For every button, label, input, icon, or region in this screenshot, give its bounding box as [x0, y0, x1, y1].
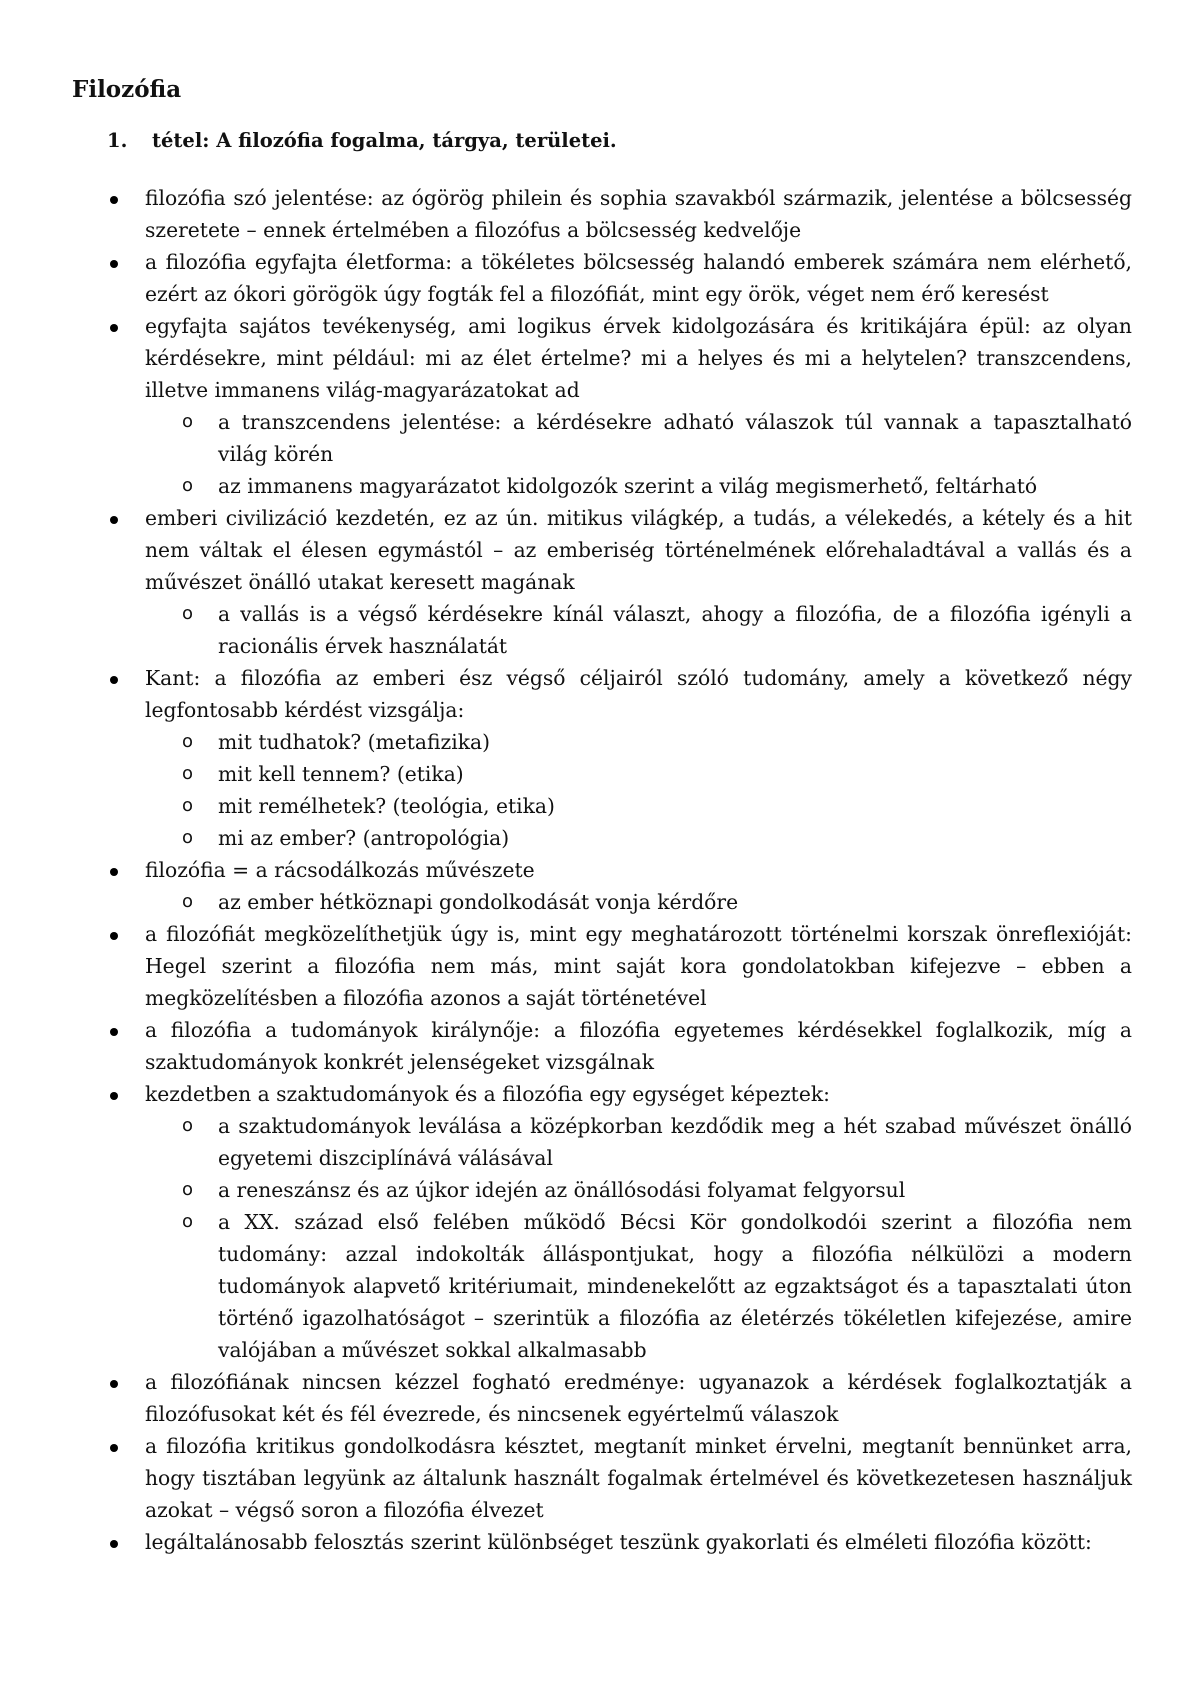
sub-list-item-text: mit remélhetek? (teológia, etika)	[218, 794, 555, 818]
sub-list	[145, 1110, 1132, 1366]
sub-list-item	[145, 886, 1132, 918]
bullet-circle-icon: o	[182, 891, 194, 912]
bullet-dot-icon	[110, 260, 118, 268]
sub-list-item-text: az ember hétköznapi gondolkodását vonja kérdőre	[218, 890, 739, 914]
list-item-text: filozófia szó jelentése: az ógörög philein és sophia szavakból származik, jelentése a bölcsesség szeretete – ennek értelmében a filozófus a bölcsesség kedvelője	[145, 186, 1132, 242]
list-item	[72, 1366, 1132, 1430]
list-item	[72, 1430, 1132, 1526]
list-item-text: a filozófia kritikus gondolkodásra késztet, megtanít minket érvelni, megtanít bennünket arra, hogy tisztában legyünk az általunk használt fogalmak értelmével és következetesen használjuk azokat – végső soron a filozófia élvezet	[145, 1434, 1132, 1522]
list-item-text: filozófia = a rácsodálkozás művészete	[145, 858, 535, 882]
bullet-dot-icon	[110, 932, 118, 940]
bullet-circle-icon: o	[182, 1211, 194, 1232]
bullet-circle-icon: o	[182, 1179, 194, 1200]
list-item	[72, 662, 1132, 854]
sub-list	[145, 886, 1132, 918]
sub-list-item	[145, 726, 1132, 758]
sub-list-item-text: a szaktudományok leválása a középkorban kezdődik meg a hét szabad művészet önálló egyetemi diszciplínává válásával	[218, 1114, 1132, 1170]
bullet-circle-icon: o	[182, 411, 194, 432]
sub-list-item	[145, 822, 1132, 854]
sub-list-item-text: mit tudhatok? (metafizika)	[218, 730, 491, 754]
sub-list-item-text: mit kell tennem? (etika)	[218, 762, 464, 786]
sub-list	[145, 406, 1132, 502]
bullet-dot-icon	[110, 196, 118, 204]
sub-list-item	[145, 1206, 1132, 1366]
bullet-circle-icon: o	[182, 603, 194, 624]
sub-list	[145, 598, 1132, 662]
sub-list-item-text: a XX. század első felében működő Bécsi Kör gondolkodói szerint a filozófia nem tudomány: azzal indokolták álláspontjukat, hogy a filozófia nélkülözi a modern tudományok alapvető kritériumait, mindenekelőtt az egzaktságot és a tapasztalati úton történő igazolhatóságot – szerintük a filozófia az életérzés tökéletlen kifejezése, amire valójában a művészet sokkal alkalmasabb	[218, 1210, 1132, 1362]
bullet-circle-icon: o	[182, 827, 194, 848]
bullet-dot-icon	[110, 1028, 118, 1036]
bullet-circle-icon: o	[182, 1115, 194, 1136]
bullet-dot-icon	[110, 516, 118, 524]
list-item	[72, 502, 1132, 662]
sub-list-item	[145, 598, 1132, 662]
bullet-circle-icon: o	[182, 731, 194, 752]
sub-list-item	[145, 1110, 1132, 1174]
list-item	[72, 182, 1132, 246]
list-item-text: kezdetben a szaktudományok és a filozófia egy egységet képeztek:	[145, 1082, 830, 1106]
list-item-text: Kant: a filozófia az emberi ész végső céljairól szóló tudomány, amely a következő négy legfontosabb kérdést vizsgálja:	[145, 666, 1132, 722]
sub-list-item	[145, 406, 1132, 470]
sub-list-item	[145, 790, 1132, 822]
list-item-text: emberi civilizáció kezdetén, ez az ún. mitikus világkép, a tudás, a vélekedés, a kétely és a hit nem váltak el élesen egymástól – az emberiség történelmének előrehaladtával a vallás és a művészet önálló utakat keresett magának	[145, 506, 1132, 594]
sub-list-item	[145, 758, 1132, 790]
sub-list-item-text: az immanens magyarázatot kidolgozók szerint a világ megismerhető, feltárható	[218, 474, 1038, 498]
sub-list-item-text: mi az ember? (antropológia)	[218, 826, 510, 850]
sub-list-item-text: a transzcendens jelentése: a kérdésekre adható válaszok túl vannak a tapasztalható világ körén	[218, 410, 1132, 466]
section-heading	[72, 125, 1132, 157]
list-item	[72, 854, 1132, 918]
list-item	[72, 1014, 1132, 1078]
sub-list-item-text: a reneszánsz és az újkor idején az önállósodási folyamat felgyorsul	[218, 1178, 906, 1202]
sub-list-item	[145, 1174, 1132, 1206]
list-item-text: egyfajta sajátos tevékenység, ami logikus érvek kidolgozására és kritikájára épül: az olyan kérdésekre, mint például: mi az élet értelme? mi a helyes és mi a helytelen? transzcendens, illetve immanens világ-magyarázatokat ad	[145, 314, 1132, 402]
bullet-circle-icon: o	[182, 475, 194, 496]
list-item-text: legáltalánosabb felosztás szerint különbséget teszünk gyakorlati és elméleti filozófia között:	[145, 1530, 1092, 1554]
bullet-dot-icon	[110, 676, 118, 684]
list-item	[72, 310, 1132, 502]
list-item	[72, 918, 1132, 1014]
list-item-text: a filozófiát megközelíthetjük úgy is, mint egy meghatározott történelmi korszak önreflexióját: Hegel szerint a filozófia nem más, mint saját kora gondolatokban kifejezve – ebben a megközelítésben a filozófia azonos a saját történetével	[145, 922, 1132, 1010]
bullet-dot-icon	[110, 868, 118, 876]
document-title: Filozófia	[72, 76, 182, 103]
list-item	[72, 1526, 1132, 1558]
bullet-dot-icon	[110, 324, 118, 332]
sub-list-item-text: a vallás is a végső kérdésekre kínál választ, ahogy a filozófia, de a filozófia igényli a racionális érvek használatát	[218, 602, 1132, 658]
bullet-dot-icon	[110, 1092, 118, 1100]
bullet-circle-icon: o	[182, 795, 194, 816]
section-number: 1.	[107, 129, 128, 152]
sub-list-item	[145, 470, 1132, 502]
list-item-text: a filozófia a tudományok királynője: a filozófia egyetemes kérdésekkel foglalkozik, míg a szaktudományok konkrét jelenségeket vizsgálnak	[145, 1018, 1132, 1074]
bullet-dot-icon	[110, 1380, 118, 1388]
bullet-circle-icon: o	[182, 763, 194, 784]
section-heading-text: tétel: A filozófia fogalma, tárgya, területei.	[152, 129, 617, 152]
list-item-text: a filozófia egyfajta életforma: a tökéletes bölcsesség halandó emberek számára nem elérhető, ezért az ókori görögök úgy fogták fel a filozófiát, mint egy örök, véget nem érő keresést	[145, 250, 1132, 306]
list-item-text: a filozófiának nincsen kézzel fogható eredménye: ugyanazok a kérdések foglalkoztatják a filozófusokat két és fél évezrede, és nincsenek egyértelmű válaszok	[145, 1370, 1132, 1426]
list-item	[72, 246, 1132, 310]
bullet-dot-icon	[110, 1444, 118, 1452]
bullet-dot-icon	[110, 1540, 118, 1548]
list-item	[72, 1078, 1132, 1366]
bullet-list	[72, 182, 1132, 1558]
sub-list	[145, 726, 1132, 854]
